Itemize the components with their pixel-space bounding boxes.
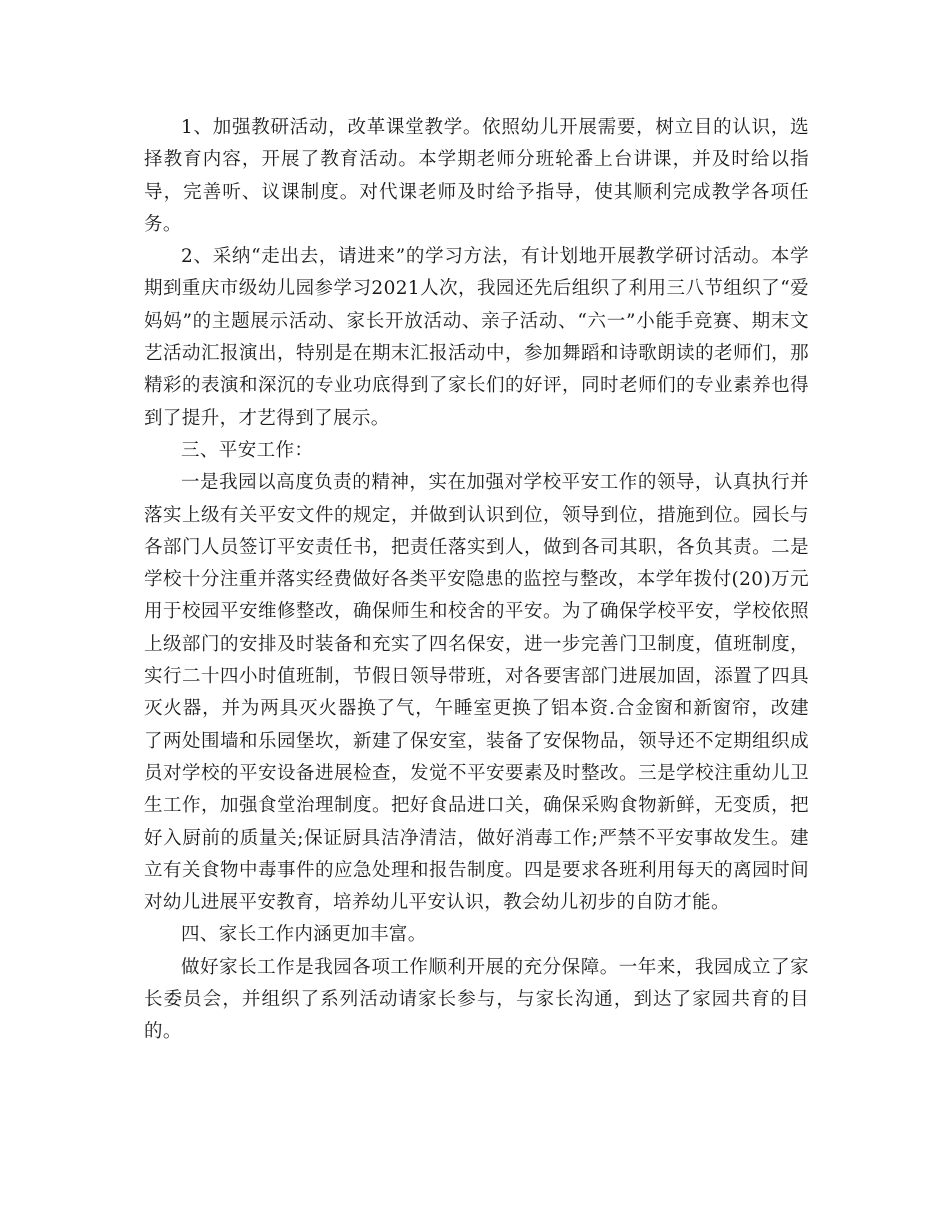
section-heading-safety: 三、平安工作： bbox=[181, 439, 314, 461]
paragraph-learning-method: 2、采纳“走出去，请进来”的学习方法，有计划地开展教学研讨活动。本学期到重庆市级幼儿园参学习2021人次，我园还先后组织了利用三八节组织了“爱妈妈”的主题展示活动、家长开放活动、亲子活动、“六一”小能手竞赛、期末文艺活动汇报演出，特别是在期末汇报活动中，参加舞蹈和诗歌朗读的老师们，那精彩的表演和深沉的专业功底得到了家长们的好评，同时老师们的专业素养也得到了提升，才艺得到了展示。 bbox=[144, 246, 809, 429]
paragraph-teaching-research: 1、加强教研活动，改革课堂教学。依照幼儿开展需要，树立目的认识，选择教育内容，开展了教育活动。本学期老师分班轮番上台讲课，并及时给以指导，完善听、议课制度。对代课老师及时给予指导，使其顺利完成教学各项任务。 bbox=[144, 117, 809, 235]
document-body bbox=[144, 112, 809, 1049]
section-heading-parents: 四、家长工作内涵更加丰富。 bbox=[181, 924, 427, 946]
paragraph-parent-work: 做好家长工作是我园各项工作顺利开展的充分保障。一年来，我园成立了家长委员会，并组织了系列活动请家长参与，与家长沟通，到达了家园共育的目的。 bbox=[144, 956, 809, 1043]
paragraph-safety-work: 一是我园以高度负责的精神，实在加强对学校平安工作的领导，认真执行并落实上级有关平安文件的规定，并做到认识到位，领导到位，措施到位。园长与各部门人员签订平安责任书，把责任落实到人，做到各司其职，各负其责。二是学校十分注重并落实经费做好各类平安隐患的监控与整改，本学年拨付(20)万元用于校园平安维修整改，确保师生和校舍的平安。为了确保学校平安，学校依照上级部门的安排及时装备和充实了四名保安，进一步完善门卫制度，值班制度，实行二十四小时值班制，节假日领导带班，对各要害部门进展加固，添置了四具灭火器，并为两具灭火器换了气，午睡室更换了铝本资.合金窗和新窗帘，改建了两处围墙和乐园堡坎，新建了保安室，装备了安保物品，领导还不定期组织成员对学校的平安设备进展检查，发觉不平安要素及时整改。三是学校注重幼儿卫生工作，加强食堂治理制度。把好食品进口关，确保采购食物新鲜，无变质，把好入厨前的质量关;保证厨具洁净清洁，做好消毒工作;严禁不平安事故发生。建立有关食物中毒事件的应急处理和报告制度。四是要求各班利用每天的离园时间对幼儿进展平安教育，培养幼儿平安认识，教会幼儿初步的自防才能。 bbox=[144, 472, 809, 914]
